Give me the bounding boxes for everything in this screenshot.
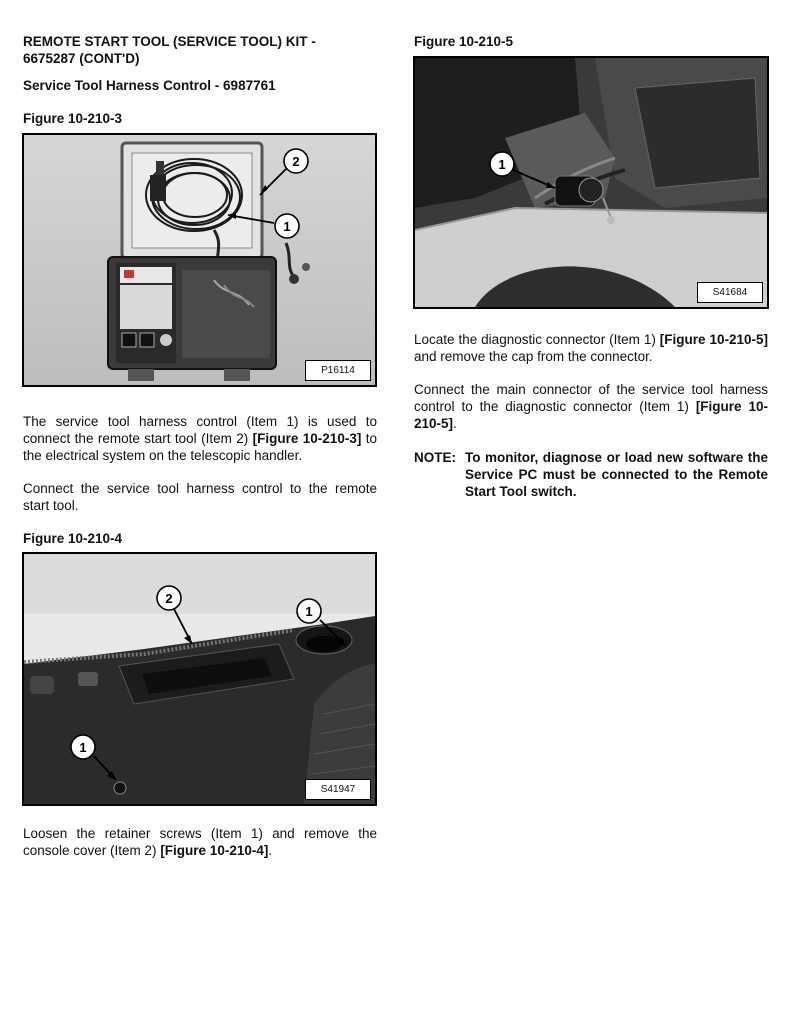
paragraph-harness-purpose: The service tool harness control (Item 1) is used to connect the remote start tool (Item 2) [Figure 10-210-3] to the electrical system on the telescopic handler. — [23, 414, 377, 463]
figure-10-210-4-title: Figure 10-210-4 — [23, 531, 123, 546]
console-cover-photo — [24, 554, 375, 804]
callout-1: 1 — [305, 604, 313, 619]
figure-reference: [Figure 10-210-5] — [414, 398, 768, 431]
callout-2: 2 — [292, 154, 300, 169]
service-tool-kit-photo — [24, 135, 375, 385]
figure-id-label: S41947 — [305, 779, 371, 800]
paragraph-remove-console-cover: Loosen the retainer screws (Item 1) and remove the console cover (Item 2) [Figure 10-210-4]. — [23, 826, 377, 858]
callout-1: 1 — [283, 219, 291, 234]
note-label: NOTE: — [414, 450, 456, 465]
figure-reference: [Figure 10-210-3] — [252, 430, 362, 446]
note-text: To monitor, diagnose or load new software the Service PC must be connected to the Remote Start Tool switch. — [465, 450, 768, 499]
callout-2: 2 — [165, 591, 173, 606]
subsection-heading: Service Tool Harness Control - 6987761 — [23, 78, 276, 93]
section-heading: REMOTE START TOOL (SERVICE TOOL) KIT - 6675287 (CONT'D) — [23, 34, 316, 66]
paragraph-locate-connector: Locate the diagnostic connector (Item 1) [Figure 10-210-5] and remove the cap from the connector. — [414, 332, 768, 364]
figure-id-label: S41684 — [697, 282, 763, 303]
paragraph-connect-harness: Connect the service tool harness control to the remote start tool. — [23, 481, 377, 513]
figure-reference: [Figure 10-210-4] — [160, 842, 269, 858]
callout-1: 1 — [79, 740, 87, 755]
figure-id-label: P16114 — [305, 360, 371, 381]
diagnostic-connector-photo — [415, 58, 767, 307]
figure-reference: [Figure 10-210-5] — [659, 332, 768, 347]
figure-10-210-5 — [413, 56, 769, 309]
figure-10-210-5-title: Figure 10-210-5 — [414, 34, 514, 49]
figure-10-210-4 — [22, 552, 377, 806]
callout-1: 1 — [498, 157, 506, 172]
paragraph-connect-main-connector: Connect the main connector of the service tool harness control to the diagnostic connector (Item 1) [Figure 10-210-5]. — [414, 382, 768, 431]
figure-10-210-3 — [22, 133, 377, 387]
figure-10-210-3-title: Figure 10-210-3 — [23, 111, 123, 126]
